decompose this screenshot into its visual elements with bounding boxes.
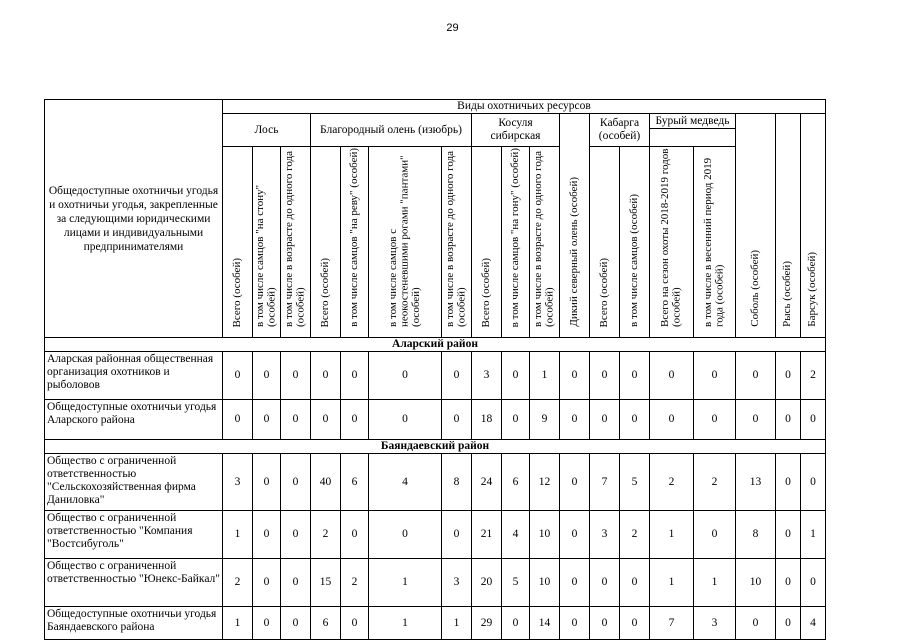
value-cell: 2 [620, 511, 650, 559]
value-cell: 0 [650, 400, 694, 440]
value-cell: 15 [311, 559, 341, 607]
value-cell: 0 [341, 607, 369, 640]
value-cell: 0 [776, 454, 801, 511]
value-cell: 0 [736, 607, 776, 640]
value-cell: 0 [341, 400, 369, 440]
moose-young-header: в том числе в возрасте до одного года (особей) [281, 147, 311, 338]
species-red-deer: Благородный олень (изюбрь) [311, 114, 472, 147]
value-cell: 6 [341, 454, 369, 511]
value-cell: 0 [560, 352, 590, 400]
value-cell: 0 [341, 352, 369, 400]
value-cell: 0 [311, 400, 341, 440]
value-cell: 2 [223, 559, 253, 607]
value-cell: 0 [502, 607, 530, 640]
value-cell: 0 [736, 400, 776, 440]
district-row [45, 440, 826, 454]
district-row [45, 338, 826, 352]
value-cell: 24 [472, 454, 502, 511]
value-cell: 4 [502, 511, 530, 559]
value-cell: 20 [472, 559, 502, 607]
value-cell: 0 [560, 559, 590, 607]
value-cell: 0 [776, 511, 801, 559]
value-cell: 10 [530, 511, 560, 559]
value-cell: 5 [502, 559, 530, 607]
species-brown-bear: Бурый медведь [650, 114, 736, 129]
value-cell: 0 [590, 400, 620, 440]
district-title: Аларский район [45, 338, 826, 352]
value-cell: 10 [736, 559, 776, 607]
page-number: 29 [446, 22, 459, 34]
value-cell: 6 [502, 454, 530, 511]
roe-total-header: Всего (особей) [472, 147, 502, 338]
value-cell: 21 [472, 511, 502, 559]
district-title: Баяндаевский район [45, 440, 826, 454]
value-cell: 1 [442, 607, 472, 640]
value-cell: 10 [530, 559, 560, 607]
table-row [45, 454, 826, 511]
table-row [45, 559, 826, 607]
value-cell: 0 [694, 511, 736, 559]
value-cell: 2 [311, 511, 341, 559]
value-cell: 5 [620, 454, 650, 511]
value-cell: 0 [560, 511, 590, 559]
value-cell: 0 [253, 352, 281, 400]
value-cell: 1 [369, 559, 442, 607]
value-cell: 0 [620, 352, 650, 400]
value-cell: 0 [223, 352, 253, 400]
species-badger: Барсук (особей) [801, 114, 826, 338]
value-cell: 0 [736, 352, 776, 400]
value-cell: 0 [369, 352, 442, 400]
value-cell: 0 [776, 352, 801, 400]
organization-name: Общедоступные охотничьи угодья Баяндаевского района [45, 607, 223, 640]
species-lynx: Рысь (особей) [776, 114, 801, 338]
moose-total-header: Всего (особей) [223, 147, 253, 338]
species-musk-deer: Кабарга (особей) [590, 114, 650, 147]
value-cell: 0 [620, 607, 650, 640]
value-cell: 0 [223, 400, 253, 440]
bear-spring-header: в том числе в весенний период 2019 года (особей) [694, 147, 736, 338]
value-cell: 0 [369, 511, 442, 559]
organization-name: Общество с ограниченной ответственностью "Юнекс-Байкал" [45, 559, 223, 607]
value-cell: 0 [694, 352, 736, 400]
value-cell: 0 [590, 352, 620, 400]
value-cell: 7 [650, 607, 694, 640]
value-cell: 3 [472, 352, 502, 400]
value-cell: 18 [472, 400, 502, 440]
value-cell: 0 [776, 400, 801, 440]
species-sable: Соболь (особей) [736, 114, 776, 338]
deer-antlers-header: в том числе самцов с неокостеневшими рогами "пантами" (особей) [369, 147, 442, 338]
value-cell: 1 [801, 511, 826, 559]
deer-young-header: в том числе в возрасте до одного года (особей) [442, 147, 472, 338]
species-reindeer: Дикий северный олень (особей) [560, 114, 590, 338]
value-cell: 0 [694, 400, 736, 440]
value-cell: 0 [650, 352, 694, 400]
value-cell: 2 [694, 454, 736, 511]
value-cell: 2 [801, 352, 826, 400]
value-cell: 12 [530, 454, 560, 511]
table-row [45, 352, 826, 400]
value-cell: 0 [801, 454, 826, 511]
value-cell: 0 [442, 352, 472, 400]
value-cell: 0 [253, 607, 281, 640]
organization-name: Общество с ограниченной ответственностью "Компания "Востсибуголь" [45, 511, 223, 559]
value-cell: 14 [530, 607, 560, 640]
value-cell: 0 [502, 352, 530, 400]
value-cell: 7 [590, 454, 620, 511]
value-cell: 8 [736, 511, 776, 559]
deer-total-header: Всего (особей) [311, 147, 341, 338]
value-cell: 3 [590, 511, 620, 559]
table-row [45, 400, 826, 440]
value-cell: 0 [560, 607, 590, 640]
value-cell: 3 [694, 607, 736, 640]
bear-spacer [650, 129, 736, 147]
value-cell: 0 [341, 511, 369, 559]
value-cell: 0 [776, 559, 801, 607]
value-cell: 0 [776, 607, 801, 640]
musk-total-header: Всего (особей) [590, 147, 620, 338]
value-cell: 6 [311, 607, 341, 640]
value-cell: 0 [281, 352, 311, 400]
value-cell: 2 [341, 559, 369, 607]
moose-males-header: в том числе самцов "на стону" (особей) [253, 147, 281, 338]
value-cell: 2 [650, 454, 694, 511]
group-title: Виды охотничьих ресурсов [223, 100, 826, 114]
value-cell: 0 [281, 511, 311, 559]
organization-name: Общедоступные охотничьи угодья Аларского района [45, 400, 223, 440]
value-cell: 29 [472, 607, 502, 640]
value-cell: 0 [281, 454, 311, 511]
value-cell: 9 [530, 400, 560, 440]
value-cell: 1 [223, 607, 253, 640]
value-cell: 0 [253, 511, 281, 559]
table-row [45, 511, 826, 559]
value-cell: 0 [281, 559, 311, 607]
value-cell: 1 [650, 559, 694, 607]
value-cell: 1 [650, 511, 694, 559]
table-row [45, 607, 826, 640]
species-roe-deer: Косуля сибирская [472, 114, 560, 147]
value-cell: 0 [801, 400, 826, 440]
musk-males-header: в том числе самцов (особей) [620, 147, 650, 338]
roe-young-header: в том числе в возрасте до одного года (особей) [530, 147, 560, 338]
deer-males-header: в том числе самцов "на реву" (особей) [341, 147, 369, 338]
value-cell: 0 [253, 559, 281, 607]
value-cell: 1 [530, 352, 560, 400]
value-cell: 0 [620, 400, 650, 440]
value-cell: 3 [442, 559, 472, 607]
roe-males-header: в том числе самцов "на гону" (особей) [502, 147, 530, 338]
value-cell: 1 [223, 511, 253, 559]
value-cell: 4 [369, 454, 442, 511]
value-cell: 0 [442, 400, 472, 440]
value-cell: 0 [253, 400, 281, 440]
value-cell: 0 [620, 559, 650, 607]
hunting-resources-table [44, 99, 826, 640]
value-cell: 1 [694, 559, 736, 607]
organization-name: Общество с ограниченной ответственностью "Сельскохозяйственная фирма Даниловка" [45, 454, 223, 511]
value-cell: 8 [442, 454, 472, 511]
value-cell: 0 [590, 559, 620, 607]
value-cell: 0 [369, 400, 442, 440]
value-cell: 0 [253, 454, 281, 511]
species-moose: Лось [223, 114, 311, 147]
value-cell: 4 [801, 607, 826, 640]
value-cell: 0 [590, 607, 620, 640]
bear-season-header: Всего на сезон охоты 2018-2019 годов (особей) [650, 147, 694, 338]
value-cell: 0 [801, 559, 826, 607]
value-cell: 13 [736, 454, 776, 511]
value-cell: 0 [281, 607, 311, 640]
value-cell: 0 [560, 400, 590, 440]
value-cell: 0 [442, 511, 472, 559]
value-cell: 40 [311, 454, 341, 511]
row-header: Общедоступные охотничьи угодья и охотничьи угодья, закрепленные за следующими юридическими лицами и индивидуальными предпринимателями [45, 100, 223, 338]
organization-name: Аларская районная общественная организация охотников и рыболовов [45, 352, 223, 400]
value-cell: 0 [311, 352, 341, 400]
value-cell: 3 [223, 454, 253, 511]
value-cell: 0 [502, 400, 530, 440]
value-cell: 0 [560, 454, 590, 511]
value-cell: 0 [281, 400, 311, 440]
value-cell: 1 [369, 607, 442, 640]
